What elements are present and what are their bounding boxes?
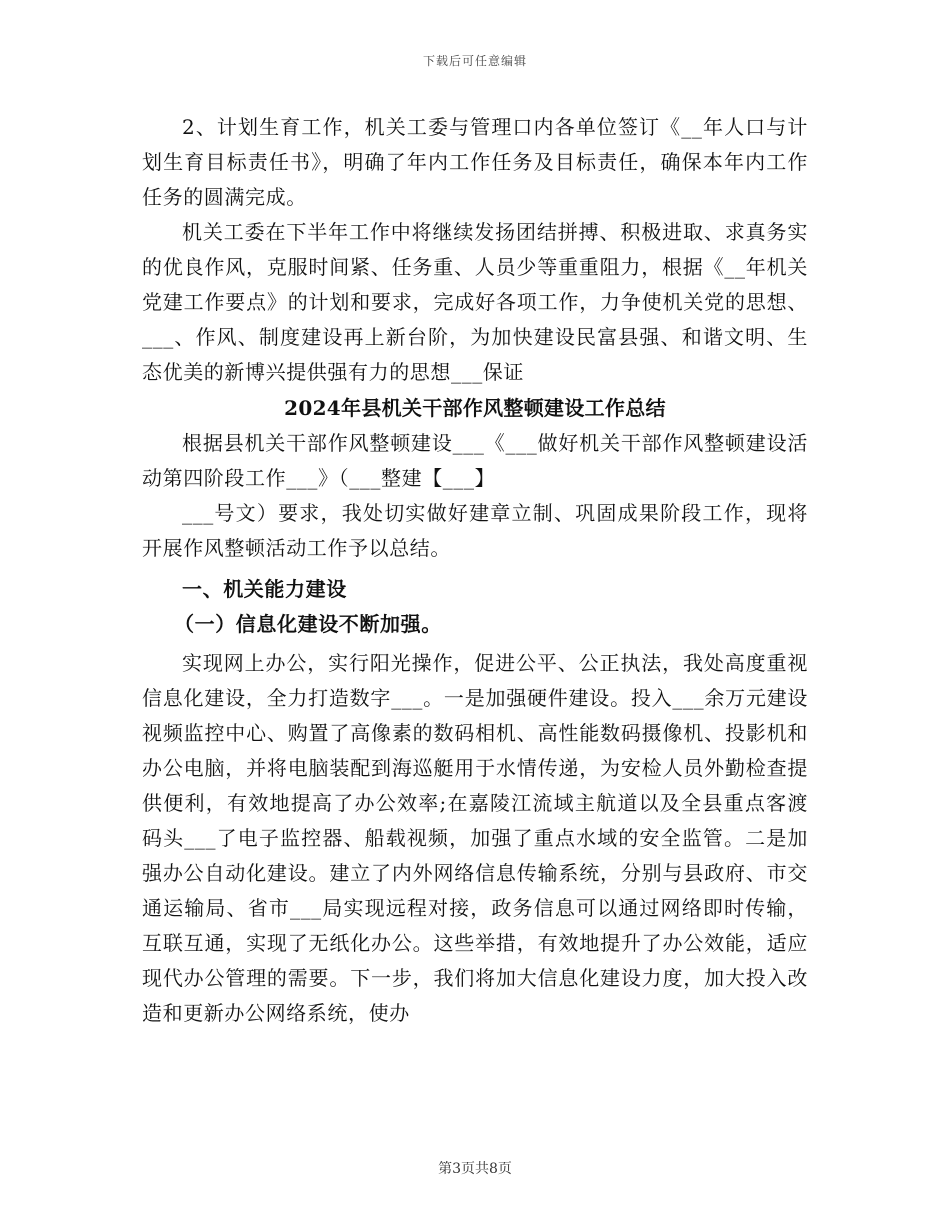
paragraph-basis: 根据县机关干部作风整顿建设___《___做好机关干部作风整顿建设活动第四阶段工作___》（___整建【___】 [142, 431, 808, 490]
paragraph-informatization: 实现网上办公，实行阳光操作，促进公平、公正执法，我处高度重视信息化建设，全力打造数字___。一是加强硬件建设。投入___余万元建设视频监控中心、购置了高像素的数码相机、高性能数码摄像机、投影机和办公电脑，并将电脑装配到海巡艇用于水情传递，为安检人员外勤检查提供便利，有效地提高了办公效率;在嘉陵江流域主航道以及全县重点客渡码头___了电子监控器、船载视频，加强了重点水域的安全监管。二是加强办公自动化建设。建立了内外网络信息传输系统，分别与县政府、市交通运输局、省市___局实现远程对接，政务信息可以通过网络即时传输，互联互通，实现了无纸化办公。这些举措，有效地提升了办公效能，适应现代办公管理的需要。下一步，我们将加大信息化建设力度，加大投入改造和更新办公网络系统，使办 [142, 651, 808, 1025]
paragraph-basis-continued: ___号文）要求，我处切实做好建章立制、巩固成果阶段工作，现将开展作风整顿活动工作予以总结。 [142, 501, 808, 560]
subsection-heading-informatization: （一）信息化建设不断加强。 [174, 612, 442, 636]
page-footer: 第3页共8页 [438, 1161, 512, 1177]
paragraph-family-planning: 2、计划生育工作，机关工委与管理口内各单位签订《__年人口与计划生育目标责任书》，明确了年内工作任务及目标责任，确保本年内工作任务的圆满完成。 [142, 115, 808, 209]
page-header: 下载后可任意编辑 [422, 54, 527, 68]
document-body [142, 110, 808, 1031]
paragraph-outlook: 机关工委在下半年工作中将继续发扬团结拼搏、积极进取、求真务实的优良作风，克服时间紧、任务重、人员少等重重阻力，根据《__年机关党建工作要点》的计划和要求，完成好各项工作，力争使机关党的思想、___、作风、制度建设再上新台阶，为加快建设民富县强、和谐文明、生态优美的新博兴提供强有力的思想___保证 [142, 220, 808, 384]
document-title: 2024年县机关干部作风整顿建设工作总结 [284, 396, 666, 420]
section-heading-capability: 一、机关能力建设 [182, 577, 347, 601]
